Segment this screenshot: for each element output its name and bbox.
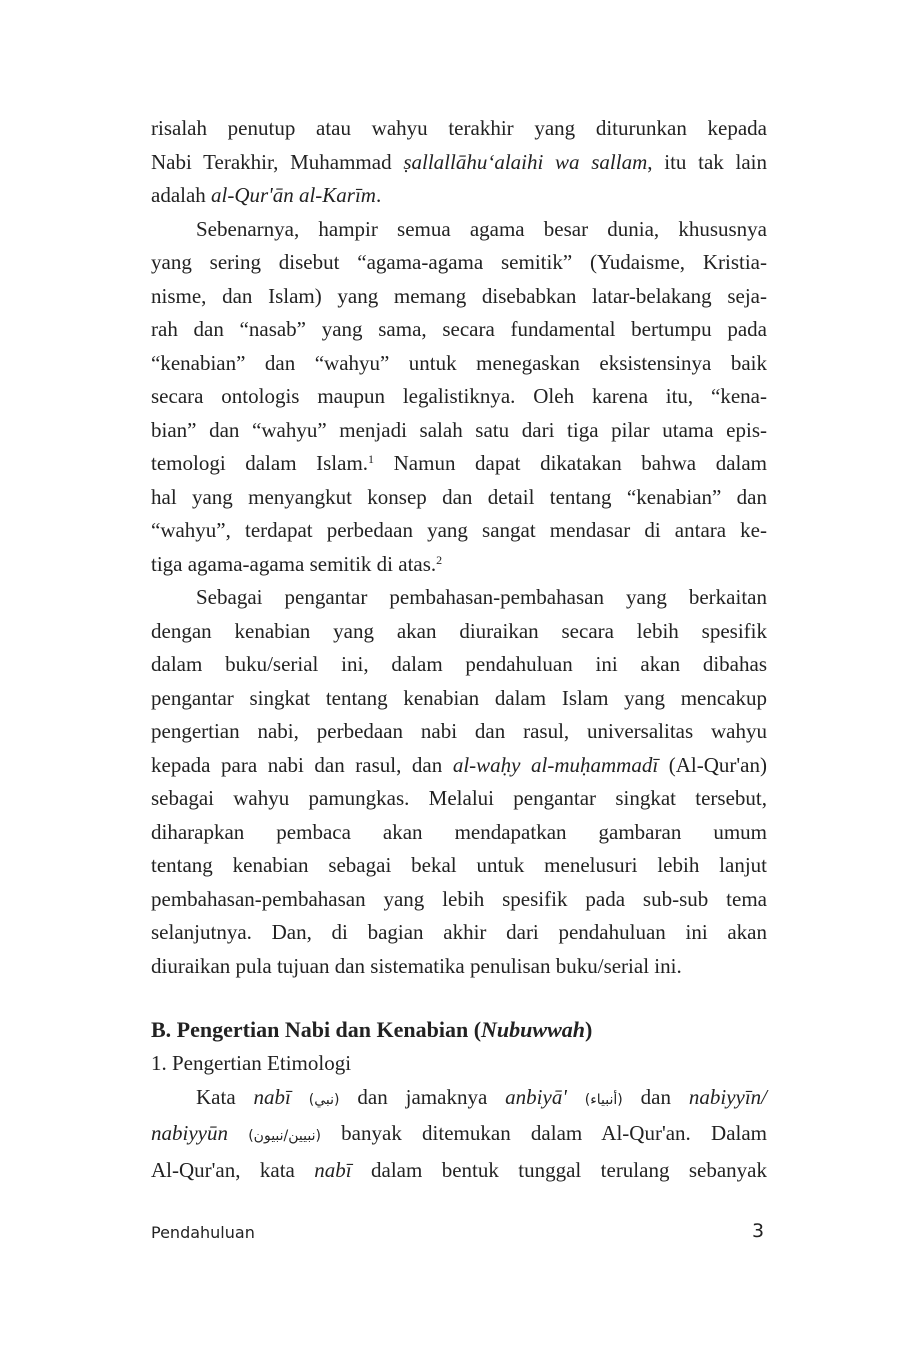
arabic-term: (نبيين/نبيون) [248,1128,321,1144]
paragraph-2 [151,213,767,582]
text-line: Sebagai pengantar pembahasan-pembahasan yang berkaitan [196,585,767,609]
italic-term: nabiyyūn [151,1121,228,1145]
arabic-term: (نبي) [308,1091,340,1108]
italic-term: nabī [253,1084,291,1109]
text-line: “kenabian” dan “wahyu” untuk menegaskan eksistensinya baik [151,350,767,375]
paragraph-4 [151,1081,767,1188]
text-line: risalah penutup atau wahyu terakhir yang diturunkan kepada [151,116,767,140]
italic-term: nabī [314,1157,352,1182]
text-line: tiga agama-agama semitik di atas.$^2$ [151,551,443,576]
subsection-heading: 1. Pengertian Etimologi [151,1051,352,1075]
running-footer-section: Pendahuluan [151,1223,255,1242]
text-line: tentang kenabian sebagai bekal untuk menelusuri lebih lanjut [151,853,767,877]
text-line: adalah al-Qur'ān al-Karīm. [151,183,382,207]
text-line: pembahasan-pembahasan yang lebih spesifik pada sub-sub tema [151,886,767,911]
text-line: dengan kenabian yang akan diuraikan secara lebih spesifik [151,618,767,643]
italic-term: nabiyyīn/ [688,1084,768,1109]
footnote-marker[interactable]: 2 [436,552,443,567]
text-line: nisme, dan Islam) yang memang disebabkan latar-belakang seja- [151,283,767,308]
text-line: Nabi Terakhir, Muhammad ṣallallāhu‘alaihi wa sallam, itu tak lain [151,149,767,174]
footnote-marker[interactable]: 1 [368,452,375,466]
italic-term: Nubuwwah [481,1017,585,1042]
text-line: rah dan “nasab” yang sama, secara fundamental bertumpu pada [151,317,767,341]
text-line: diuraikan pula tujuan dan sistematika penulisan buku/serial ini. [151,953,682,978]
text-line: Sebenarnya, hampir semua agama besar dunia, khususnya [196,216,767,241]
text-line: pengantar singkat tentang kenabian dalam Islam yang mencakup [151,685,767,710]
text-line: secara ontologis maupun legalistiknya. Oleh karena itu, “kena- [151,384,767,408]
text-line: sebagai wahyu pamungkas. Melalui pengantar singkat tersebut, [151,786,767,810]
section-heading: B. Pengertian Nabi dan Kenabian (Nubuwwah) [151,1017,593,1042]
italic-term: al-waḥy al-muḥammadī [452,752,659,777]
paragraph-3 [151,581,767,983]
text-line: temologi dalam Islam.$^1$ Namun dapat dikatakan bahwa dalam [151,451,768,475]
paragraph-1 [151,112,767,213]
page-body [151,112,767,1187]
text-line: “wahyu”, terdapat perbedaan yang sangat mendasar di antara ke- [151,518,767,542]
text-line: pengertian nabi, perbedaan nabi dan rasul, universalitas wahyu [151,719,767,743]
italic-term: anbiyā' [505,1084,567,1109]
text-line: nabiyyūn (نبيين/نبيون) banyak ditemukan dalam Al-Qur'an. Dalam [151,1121,768,1145]
italic-term: ṣallallāhu‘alaihi wa sallam [403,149,648,174]
page-number: 3 [752,1220,765,1242]
text-line: selanjutnya. Dan, di bagian akhir dari pendahuluan ini akan [151,920,767,944]
text-line: kepada para nabi dan rasul, dan al-waḥy al-muḥammadī (Al-Qur'an) [151,752,767,777]
arabic-term: (أنبياء) [584,1091,623,1108]
text-line: Kata nabī (نبي) dan jamaknya anbiyā' (أنبياء) dan nabiyyīn/ [196,1084,768,1109]
text-line: bian” dan “wahyu” menjadi salah satu dari tiga pilar utama epis- [151,417,767,442]
text-line: dalam buku/serial ini, dalam pendahuluan ini akan dibahas [151,652,767,676]
text-line: Al-Qur'an, kata nabī dalam bentuk tunggal terulang sebanyak [151,1157,767,1182]
text-line: yang sering disebut “agama-agama semitik” (Yudaisme, Kristia- [151,250,767,274]
text-line: diharapkan pembaca akan mendapatkan gambaran umum [151,819,767,844]
text-line: hal yang menyangkut konsep dan detail tentang “kenabian” dan [151,484,767,509]
italic-term: al-Qur'ān al-Karīm [211,183,376,207]
